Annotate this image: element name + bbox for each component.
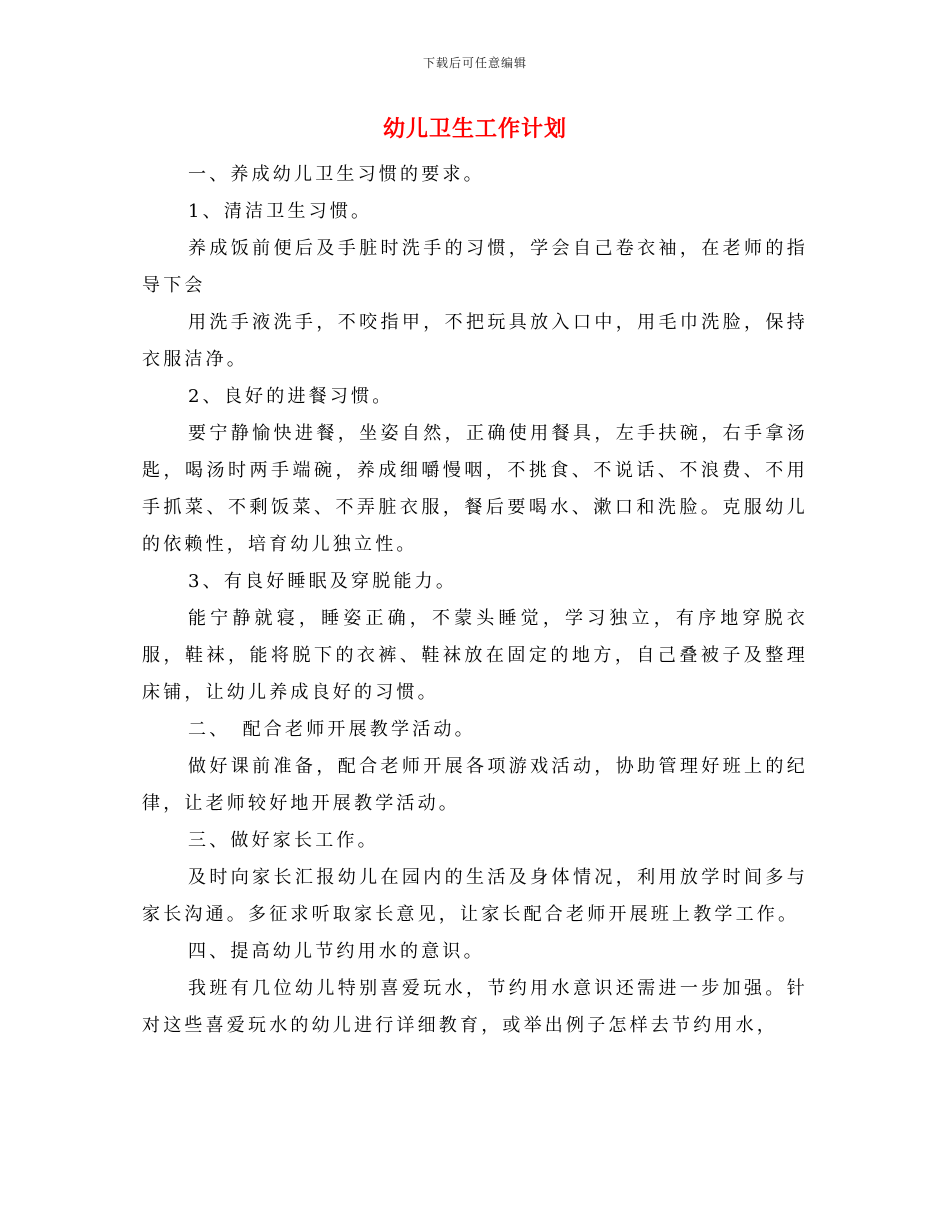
body-paragraph: 要宁静愉快进餐，坐姿自然，正确使用餐具，左手扶碗，右手拿汤匙，喝汤时两手端碗，养成细嚼慢咽，不挑食、不说话、不浪费、不用手抓菜、不剩饭菜、不弄脏衣服，餐后要喝水、漱口和洗脸。克服幼儿的依赖性，培育幼儿独立性。 bbox=[142, 423, 808, 555]
section-heading-3: 三、做好家长工作。 bbox=[188, 830, 379, 851]
body-paragraph: 养成饭前便后及手脏时洗手的习惯，学会自己卷衣袖，在老师的指导下会 bbox=[142, 238, 808, 296]
subsection-heading-1-1: 1、清洁卫生习惯。 bbox=[188, 201, 373, 222]
body-paragraph: 用洗手液洗手，不咬指甲，不把玩具放入口中，用毛巾洗脸，保持衣服洁净。 bbox=[142, 312, 808, 370]
document-body bbox=[142, 156, 808, 1044]
subsection-heading-1-3: 3、有良好睡眠及穿脱能力。 bbox=[188, 571, 458, 592]
section-heading-4: 四、提高幼儿节约用水的意识。 bbox=[188, 941, 485, 962]
body-paragraph: 能宁静就寝，睡姿正确，不蒙头睡觉，学习独立，有序地穿脱衣服，鞋袜，能将脱下的衣裤、鞋袜放在固定的地方，自己叠被子及整理床铺，让幼儿养成良好的习惯。 bbox=[142, 608, 808, 703]
section-heading-2: 二、 配合老师开展教学活动。 bbox=[188, 719, 476, 740]
header-note: 下载后可任意编辑 bbox=[422, 56, 527, 70]
document-title: 幼儿卫生工作计划 bbox=[382, 116, 567, 142]
body-paragraph: 做好课前准备，配合老师开展各项游戏活动，协助管理好班上的纪律，让老师较好地开展教学活动。 bbox=[142, 756, 808, 814]
body-paragraph: 我班有几位幼儿特别喜爱玩水，节约用水意识还需进一步加强。针对这些喜爱玩水的幼儿进行详细教育，或举出例子怎样去节约用水， bbox=[142, 978, 808, 1036]
section-heading-1: 一、养成幼儿卫生习惯的要求。 bbox=[188, 164, 485, 185]
subsection-heading-1-2: 2、良好的进餐习惯。 bbox=[188, 386, 394, 407]
body-paragraph: 及时向家长汇报幼儿在园内的生活及身体情况，利用放学时间多与家长沟通。多征求听取家长意见，让家长配合老师开展班上教学工作。 bbox=[142, 867, 808, 925]
